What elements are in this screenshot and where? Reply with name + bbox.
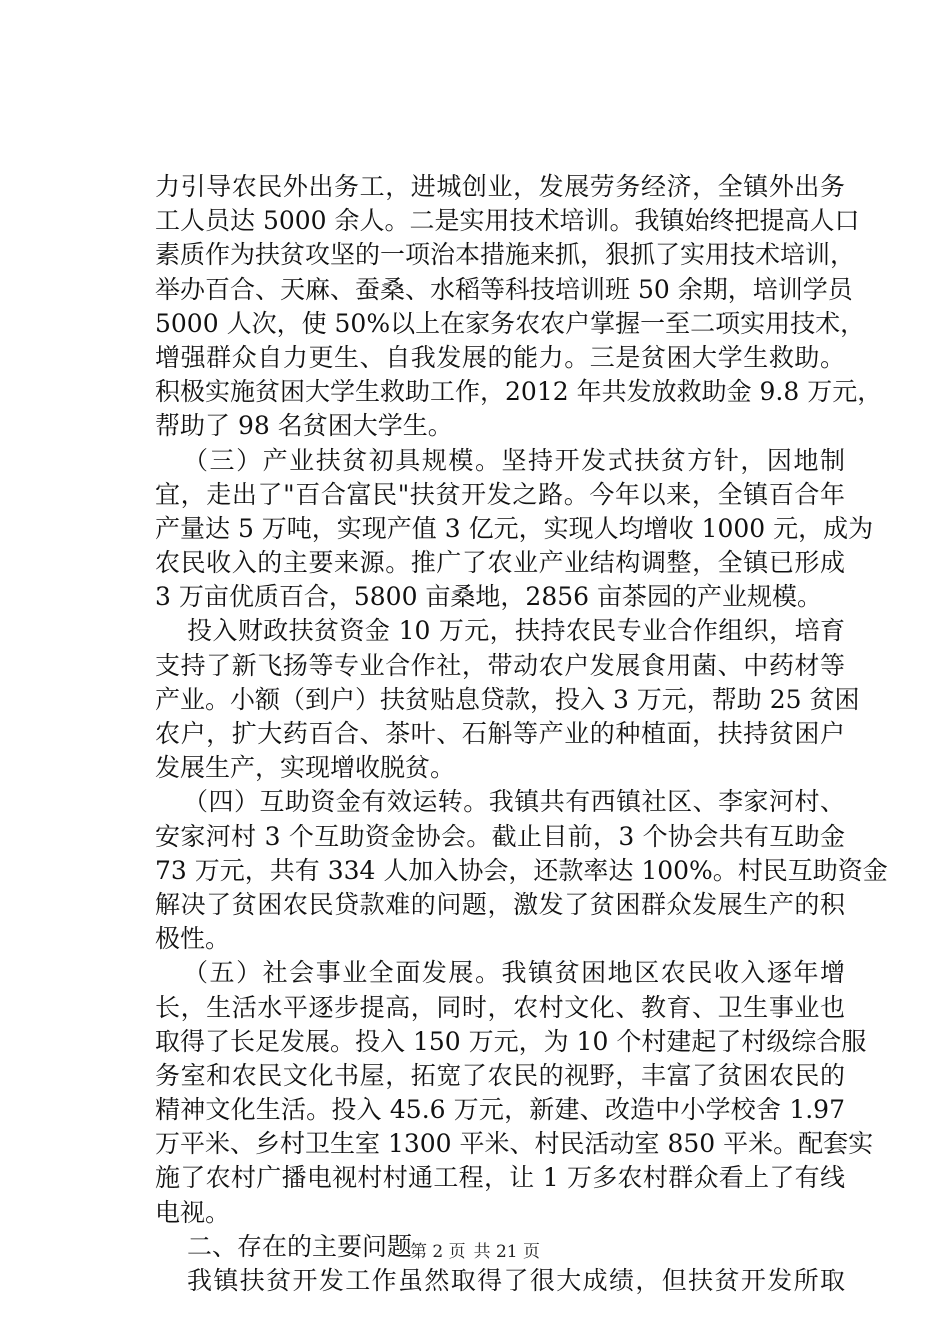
text-line: 安家河村 3 个互助资金协会。截止目前，3 个协会共有互助金 bbox=[155, 821, 845, 851]
text-line: 产量达 5 万吨，实现产值 3 亿元，实现人均增收 1000 元，成为 bbox=[155, 513, 874, 543]
text-line: 农户，扩大药百合、茶叶、石斛等产业的种植面，扶持贫困户 bbox=[155, 719, 845, 748]
text-line: 发展生产，实现增收脱贫。 bbox=[155, 753, 456, 783]
text-line: 5000 人次，使 50%以上在家务农农户掌握一至二项实用技术， bbox=[155, 308, 866, 338]
text-line: 长，生活水平逐步提高，同时，农村文化、教育、卫生事业也 bbox=[155, 992, 845, 1022]
paragraph-start-line: 投入财政扶贫资金 10 万元，扶持农民专业合作组织，培育 bbox=[187, 616, 845, 646]
text-line: 支持了新飞扬等专业合作社，带动农户发展食用菌、中药材等 bbox=[155, 650, 845, 680]
text-line: 电视。 bbox=[155, 1197, 231, 1227]
section-heading: 二、存在的主要问题 bbox=[187, 1231, 413, 1261]
text-line: 举办百合、天麻、蚕桑、水稻等科技培训班 50 余期，培训学员 bbox=[155, 274, 853, 304]
text-line: 帮助了 98 名贫困大学生。 bbox=[155, 411, 453, 441]
page-footer bbox=[0, 1241, 950, 1263]
paragraph-start-line: （三）产业扶贫初具规模。坚持开发式扶贫方针，因地制 bbox=[183, 445, 845, 475]
paragraph-start-line: （五）社会事业全面发展。我镇贫困地区农民收入逐年增 bbox=[183, 958, 845, 988]
body-text bbox=[155, 170, 888, 1298]
text-line: 73 万元，共有 334 人加入协会，还款率达 100%。村民互助资金 bbox=[155, 855, 888, 885]
text-line: 万平米、乡村卫生室 1300 平米、村民活动室 850 平米。配套实 bbox=[155, 1129, 874, 1159]
text-line: 产业。小额（到户）扶贫贴息贷款，投入 3 万元，帮助 25 贫困 bbox=[155, 684, 860, 714]
text-line: 极性。 bbox=[155, 924, 231, 954]
page-number-current: 第 2 页 bbox=[409, 1242, 466, 1262]
text-line: 积极实施贫困大学生救助工作，2012 年共发放救助金 9.8 万元， bbox=[155, 377, 883, 407]
text-line: 精神文化生活。投入 45.6 万元，新建、改造中小学校舍 1.97 bbox=[155, 1095, 845, 1125]
text-line: 素质作为扶贫攻坚的一项治本措施来抓，狠抓了实用技术培训， bbox=[155, 240, 856, 270]
text-line: 力引导农民外出务工，进城创业，发展劳务经济，全镇外出务 bbox=[155, 172, 845, 201]
text-line: 取得了长足发展。投入 150 万元，为 10 个村建起了村级综合服 bbox=[155, 1026, 867, 1056]
text-line: 施了农村广播电视村村通工程，让 1 万多农村群众看上了有线 bbox=[155, 1163, 845, 1193]
text-line: 务室和农民文化书屋，拓宽了农民的视野，丰富了贫困农民的 bbox=[155, 1060, 845, 1090]
paragraph-start-line: （四）互助资金有效运转。我镇共有西镇社区、李家河村、 bbox=[183, 787, 845, 817]
text-line: 增强群众自力更生、自我发展的能力。三是贫困大学生救助。 bbox=[155, 342, 845, 372]
paragraph-start-line: 我镇扶贫开发工作虽然取得了很大成绩，但扶贫开发所取 bbox=[187, 1266, 845, 1295]
text-line: 农民收入的主要来源。推广了农业产业结构调整，全镇已形成 bbox=[155, 548, 845, 578]
text-line: 3 万亩优质百合，5800 亩桑地，2856 亩茶园的产业规模。 bbox=[155, 582, 822, 612]
text-line: 宜，走出了"百合富民"扶贫开发之路。今年以来，全镇百合年 bbox=[155, 479, 845, 509]
text-line: 解决了贫困农民贷款难的问题，激发了贫困群众发展生产的积 bbox=[155, 889, 845, 919]
page-number-total: 共 21 页 bbox=[473, 1242, 541, 1262]
text-line: 工人员达 5000 余人。二是实用技术培训。我镇始终把提高人口 bbox=[155, 206, 860, 236]
